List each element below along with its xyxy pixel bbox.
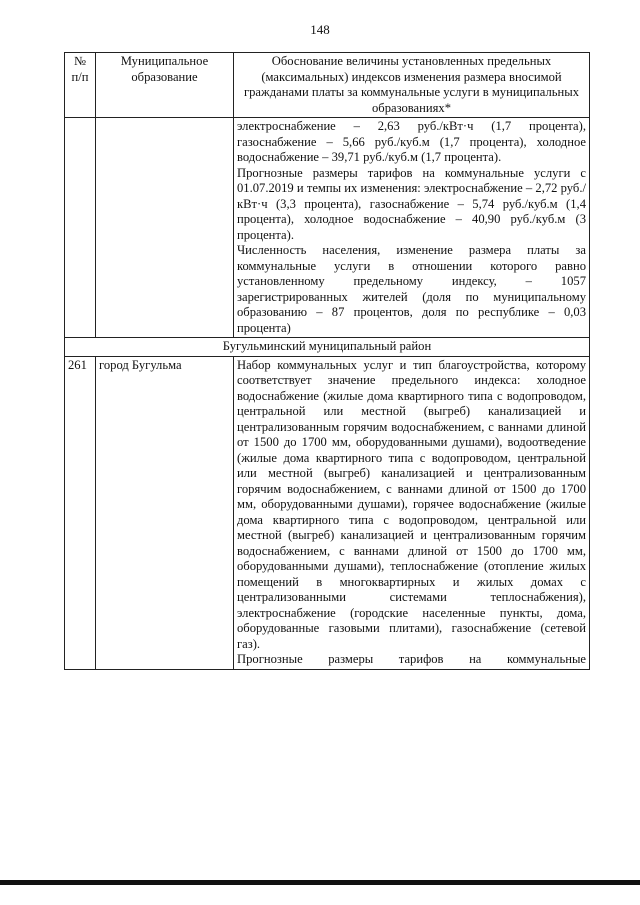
tariff-table — [64, 52, 590, 670]
header-justification: Обоснование величины установленных предельных (максимальных) индексов изменения размера вносимой гражданами платы за коммунальные услуги в муниципальных образованиях* — [234, 53, 590, 118]
continuation-paragraph: электроснабжение – 2,63 руб./кВт·ч (1,7 процента), газоснабжение – 5,66 руб./куб.м (1,7 процента), холодное водоснабжение – 39,71 руб./куб.м (1,7 процента). — [237, 119, 586, 164]
header-number: № п/п — [65, 53, 96, 118]
row-paragraph: Набор коммунальных услуг и тип благоустройства, которому соответствует значение предельного индекса: холодное водоснабжение (жилые дома квартирного типа с водопроводом, центральной или местной (выгреб) канализацией и централизованным горячим водоснабжением, с ваннами длиной от 1500 до 1700 мм, оборудованными душами), водоотведение (жилые дома квартирного типа с водопроводом, центральной или местной (выгреб) канализацией и централизованным горячим водоснабжением, с ваннами длиной от 1500 до 1700 мм, оборудованными душами), горячее водоснабжение (жилые дома квартирного типа с водопроводом, центральной или местной (выгреб) канализацией и централизованным горячим водоснабжением, с ваннами длиной от 1500 до 1700 мм, оборудованными душами), теплоснабжение (отопление жилых помещений в многоквартирных и жилых домах с централизованными системами теплоснабжения), электроснабжение (городские населенные пункты, дома, оборудованные газовыми плитами), газоснабжение (сетевой газ). — [237, 357, 586, 651]
page-bottom-border — [0, 880, 640, 885]
table-row-continuation — [65, 118, 590, 338]
section-title: Бугульминский муниципальный район — [65, 338, 590, 357]
continuation-number-cell — [65, 118, 96, 338]
row-municipality: город Бугульма — [96, 356, 234, 669]
continuation-paragraph: Прогнозные размеры тарифов на коммунальные услуги с 01.07.2019 и темпы их изменения: электроснабжение – 2,72 руб./кВт·ч (3,3 процента), газоснабжение – 5,74 руб./куб.м (1,4 процента), холодное водоснабжение – 40,90 руб./куб.м (3 процента). — [237, 165, 586, 242]
header-municipality: Муниципальное образование — [96, 53, 234, 118]
section-row — [65, 338, 590, 357]
row-justification-cell — [234, 356, 590, 669]
continuation-paragraph: Численность населения, изменение размера платы за коммунальные услуги в отношении которого равно установленному предельному индексу, – 1057 зарегистрированных жителей (доля по муниципальному образованию – 87 процентов, доля по республике – 0,03 процента) — [237, 243, 586, 335]
table-header-row — [65, 53, 590, 118]
row-paragraph: Прогнозные размеры тарифов на коммунальные — [237, 652, 586, 666]
continuation-justification-cell — [234, 118, 590, 338]
page-number: 148 — [310, 22, 330, 37]
table-row-261 — [65, 356, 590, 669]
continuation-municipality-cell — [96, 118, 234, 338]
row-number: 261 — [65, 356, 96, 669]
